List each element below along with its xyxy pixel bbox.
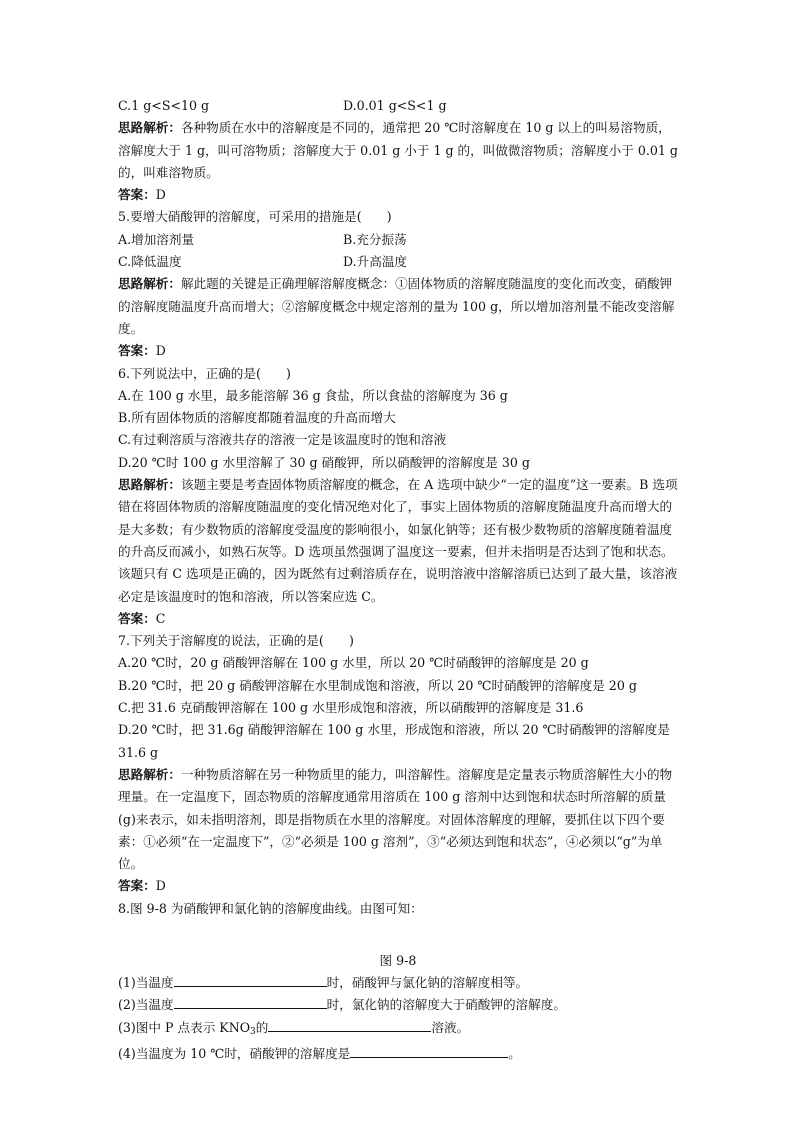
q6-option-a: A.在 100 g 水里，最多能溶解 36 g 食盐，所以食盐的溶解度为 36 g — [118, 387, 508, 403]
q8-item-3-suffix: 溶液。 — [431, 1019, 470, 1035]
q6-option-d: D.20 ℃时 100 g 水里溶解了 30 g 硝酸钾，所以硝酸钾的溶解度是 30 g — [118, 454, 530, 470]
q8-item-2-prefix: (2)当温度 — [118, 997, 174, 1013]
q6-option-c: C.有过剩溶质与溶液共存的溶液一定是该温度时的饱和溶液 — [118, 432, 447, 448]
q6-analysis — [118, 474, 678, 608]
q5-option-b: B.充分振荡 — [343, 231, 407, 247]
q8-item-3-prefix: (3)图中 P 点表示 KNO — [118, 1019, 251, 1035]
answer-label: 答案： — [118, 343, 156, 359]
q6-analysis-text: 该题主要是考查固体物质溶解度的概念，在 A 选项中缺少“一定的温度”这一要素。B 选项错在将固体物质的溶解度随温度的变化情况绝对化了，事实上固体物质的溶解度随温度升高而增大的是大多数；有少数物质的溶解度受温度的影响很小，如氯化钠等；还有极少数物质的溶解度随着温度的升高反而减小，如熟石灰等。D 选项虽然强调了温度这一要素，但并未指明是否达到了饱和状态。该题只有 C 选项是正确的，因为既然有过剩溶质存在，说明溶液中溶解溶质已达到了最大量，该溶液必定是该温度时的饱和溶液，所以答案应选 C。 — [118, 477, 678, 604]
q4-answer-value: D — [155, 187, 166, 203]
q7-answer-value: D — [155, 878, 166, 894]
q8-item-1-suffix: 时，硝酸钾与氯化钠的溶解度相等。 — [326, 974, 529, 990]
q8-item-4-suffix: 。 — [508, 1045, 521, 1061]
q7-analysis-text: 一种物质溶解在另一种物质里的能力，叫溶解性。溶解度是定量表示物质溶解性大小的物理量。在一定温度下，固态物质的溶解度通常用溶质在 100 g 溶剂中达到饱和状态时所溶解的质量(g)来表示，如未指明溶剂，即是指物质在水里的溶解度。对固体溶解度的理解，要抓住以下四个要素：①必须“在一定温度下”，②“必须是 100 g 溶剂”，③“必须达到饱和状态”，④必须以“g”为单位。 — [118, 766, 673, 872]
q6-answer-value: C — [155, 610, 166, 626]
q4-answer — [118, 184, 678, 206]
figure-caption: 图 9-8 — [379, 952, 417, 968]
q8-item-3 — [118, 1017, 678, 1043]
q5-options-cd — [118, 251, 678, 273]
q5-stem: 5.要增大硝酸钾的溶解度，可采用的措施是( ) — [118, 209, 392, 225]
answer-label: 答案： — [118, 610, 156, 626]
q7-answer — [118, 875, 678, 897]
q6-stem: 6.下列说法中，正确的是( ) — [118, 365, 291, 381]
q7-option-d: D.20 ℃时，把 31.6g 硝酸钾溶解在 100 g 水里，形成饱和溶液，所以 20 ℃时硝酸钾的溶解度是 31.6 g — [118, 722, 674, 760]
q5-options-ab — [118, 229, 678, 251]
q4-analysis-text: 各种物质在水中的溶解度是不同的，通常把 20 ℃时溶解度在 10 g 以上的叫易溶物质，溶解度大于 1 g，叫可溶物质；溶解度大于 0.01 g 小于 1 g 的，叫做微溶物质；溶解度小于 0.01 g 的，叫难溶物质。 — [118, 120, 682, 180]
q8-item-1 — [118, 972, 678, 994]
fill-blank-4[interactable] — [350, 1043, 508, 1058]
q6-answer — [118, 608, 678, 630]
q8-stem: 8.图 9-8 为硝酸钾和氯化钠的溶解度曲线。由图可知： — [118, 900, 423, 916]
fill-blank-1[interactable] — [174, 972, 327, 987]
q8-item-3-mid: 的 — [255, 1019, 269, 1035]
q5-answer — [118, 340, 678, 362]
q7-stem: 7.下列关于溶解度的说法，正确的是( ) — [118, 633, 354, 649]
subscript-3: 3 — [250, 1026, 256, 1037]
q4-analysis — [118, 117, 682, 184]
q5-option-c: C.降低温度 — [118, 254, 182, 270]
q8-item-4-prefix: (4)当温度为 10 ℃时，硝酸钾的溶解度是 — [118, 1045, 351, 1061]
analysis-label: 思路解析： — [118, 120, 181, 136]
fill-blank-2[interactable] — [174, 994, 327, 1009]
q4-option-c: C.1 g<S<10 g — [118, 98, 210, 113]
q4-options-cd — [118, 95, 678, 117]
q8-item-1-prefix: (1)当温度 — [118, 974, 174, 990]
q8-item-4 — [118, 1043, 678, 1065]
q7-analysis — [118, 764, 678, 875]
q5-analysis-text: 解此题的关键是正确理解溶解度概念：①固体物质的溶解度随温度的变化而改变，硝酸钾的溶解度随温度升高而增大；②溶解度概念中规定溶剂的量为 100 g，所以增加溶剂量不能改变溶解度。 — [118, 276, 675, 336]
analysis-label: 思路解析： — [118, 276, 181, 292]
q5-answer-value: D — [155, 343, 166, 359]
q7-option-b: B.20 ℃时，把 20 g 硝酸钾溶解在水里制成饱和溶液，所以 20 ℃时硝酸钾的溶解度是 20 g — [118, 677, 637, 693]
answer-label: 答案： — [118, 878, 156, 894]
q7-option-c: C.把 31.6 克硝酸钾溶解在 100 g 水里形成饱和溶液，所以硝酸钾的溶解度是 31.6 — [118, 700, 584, 716]
q8-item-2 — [118, 994, 678, 1016]
q5-option-a: A.增加溶剂量 — [118, 231, 195, 247]
q7-option-a: A.20 ℃时，20 g 硝酸钾溶解在 100 g 水里，所以 20 ℃时硝酸钾的溶解度是 20 g — [118, 655, 589, 671]
q6-option-b: B.所有固体物质的溶解度都随着温度的升高而增大 — [118, 410, 396, 426]
q5-option-d: D.升高温度 — [343, 254, 408, 270]
analysis-label: 思路解析： — [118, 766, 181, 782]
q8-item-2-suffix: 时，氯化钠的溶解度大于硝酸钾的溶解度。 — [326, 997, 566, 1013]
q4-option-d: D.0.01 g<S<1 g — [343, 98, 447, 113]
answer-label: 答案： — [118, 187, 156, 203]
fill-blank-3[interactable] — [268, 1017, 431, 1032]
document-page — [118, 95, 682, 1065]
q5-analysis — [118, 273, 678, 340]
analysis-label: 思路解析： — [118, 477, 181, 493]
